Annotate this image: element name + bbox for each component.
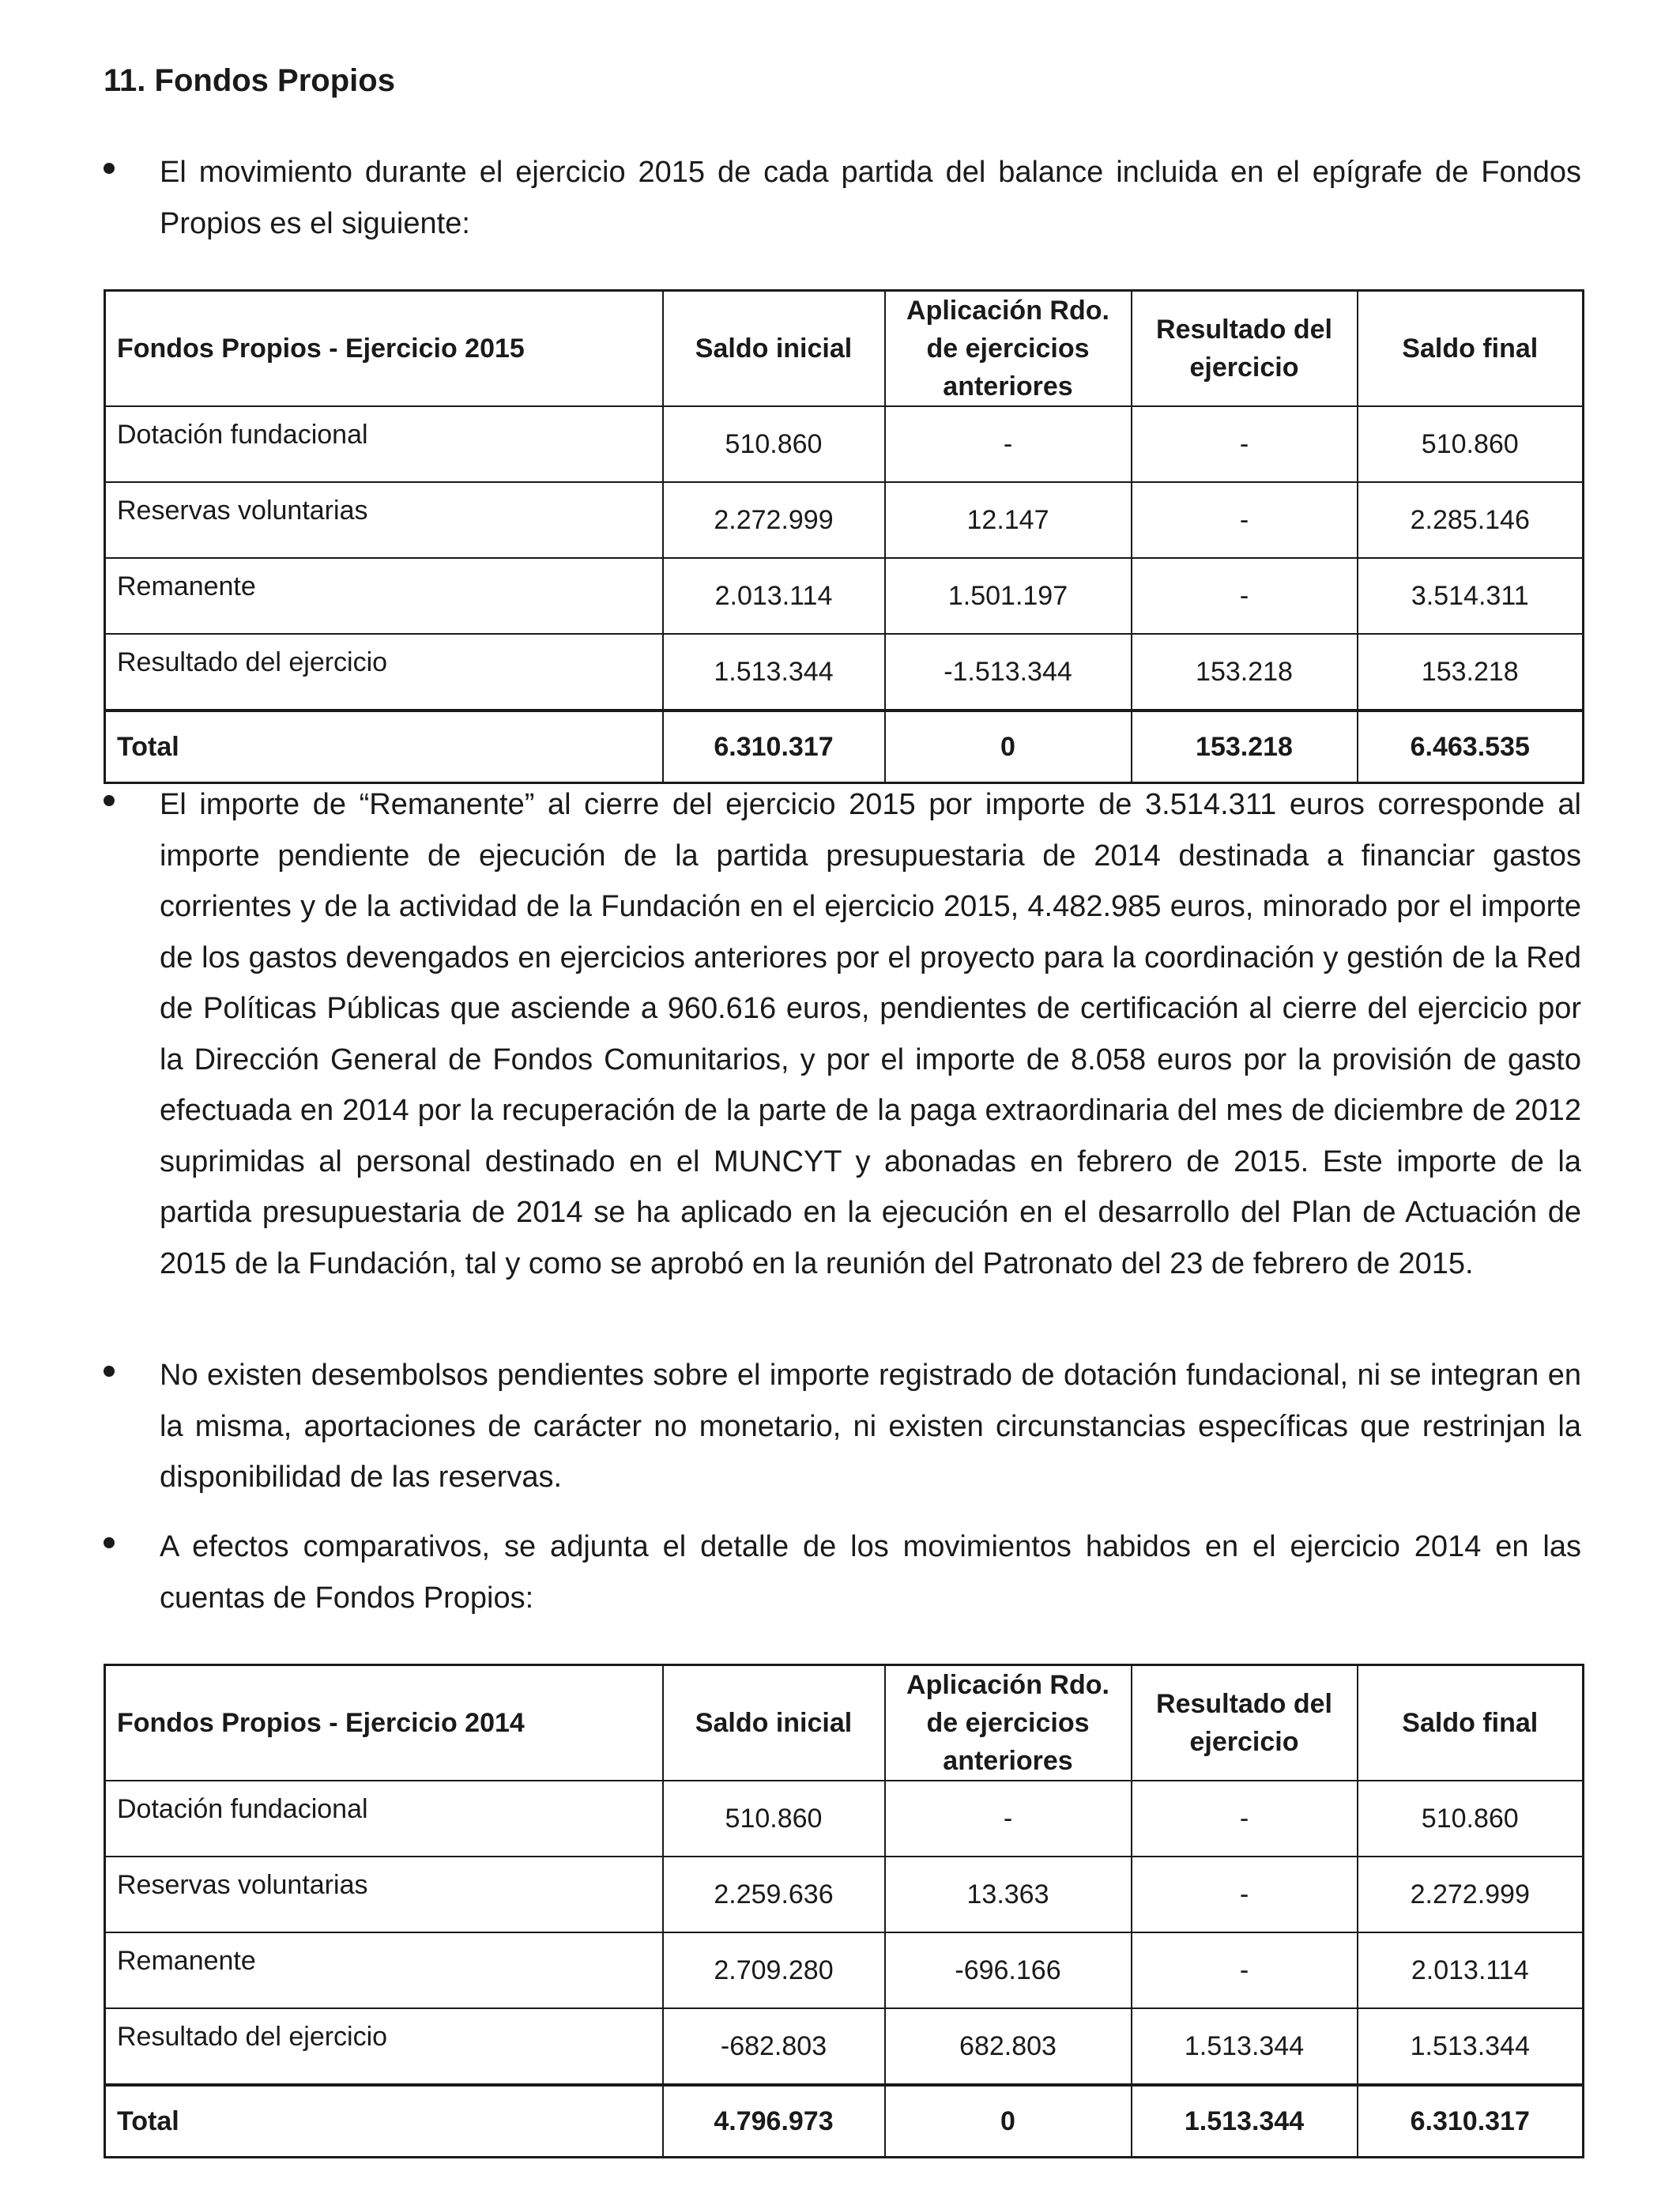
- row-label: Resultado del ejercicio: [105, 634, 663, 711]
- table-cell: 153.218: [1132, 634, 1358, 711]
- table-cell: 1.513.344: [1132, 2008, 1358, 2085]
- column-header: Resultado del ejercicio: [1132, 291, 1358, 407]
- total-cell: 6.463.535: [1358, 711, 1584, 783]
- paragraph-4: [104, 1521, 1581, 1623]
- total-cell: 6.310.317: [1358, 2085, 1584, 2158]
- table-cell: 2.013.114: [663, 558, 885, 634]
- row-label: Dotación fundacional: [105, 406, 663, 482]
- table-cell: 682.803: [885, 2008, 1132, 2085]
- table-fondos-propios-2014: [104, 1664, 1584, 2158]
- table-cell: 510.860: [1358, 406, 1584, 482]
- row-label: Remanente: [105, 1932, 663, 2008]
- table-cell: 2.709.280: [663, 1932, 885, 2008]
- table-fondos-propios-2015: [104, 289, 1584, 784]
- table-row: [105, 1781, 1584, 1857]
- section-heading: 11. Fondos Propios: [104, 63, 395, 98]
- total-cell: 4.796.973: [663, 2085, 885, 2158]
- table-total-row: [105, 2085, 1584, 2158]
- table-cell: -: [1132, 558, 1358, 634]
- row-label: Dotación fundacional: [105, 1781, 663, 1857]
- table-cell: 2.272.999: [663, 482, 885, 558]
- table-row: [105, 1932, 1584, 2008]
- column-header: Fondos Propios - Ejercicio 2015: [105, 291, 663, 407]
- row-label: Reservas voluntarias: [105, 1857, 663, 1932]
- paragraph-3: [104, 1350, 1581, 1503]
- table-row: [105, 558, 1584, 634]
- paragraph-text: El importe de “Remanente” al cierre del ejercicio 2015 por importe de 3.514.311 euros corresponde al importe pendiente de ejecución de la partida presupuestaria de 2014 destinada a financiar gastos corrientes y de la actividad de la Fundación en el ejercicio 2015, 4.482.985 euros, minorado por el importe de los gastos devengados en ejercicios anteriores por el proyecto para la coordinación y gestión de la Red de Políticas Públicas que asciende a 960.616 euros, pendientes de certificación al cierre del ejercicio por la Dirección General de Fondos Comunitarios, y por el importe de 8.058 euros por la provisión de gasto efectuada en 2014 por la recuperación de la parte de la paga extraordinaria del mes de diciembre de 2012 suprimidas al personal destinado en el MUNCYT y abonadas en febrero de 2015. Este importe de la partida presupuestaria de 2014 se ha aplicado en la ejecución en el desarrollo del Plan de Actuación de 2015 de la Fundación, tal y como se aprobó en la reunión del Patronato del 23 de febrero de 2015.: [160, 788, 1581, 1280]
- column-header: Resultado del ejercicio: [1132, 1665, 1358, 1781]
- total-label: Total: [105, 711, 663, 783]
- table-cell: 510.860: [663, 1781, 885, 1857]
- table-cell: 1.513.344: [1358, 2008, 1584, 2085]
- table-cell: -: [1132, 1932, 1358, 2008]
- bullet-icon: [104, 795, 115, 806]
- column-header: Saldo inicial: [663, 1665, 885, 1781]
- table-row: [105, 1857, 1584, 1932]
- column-header: Saldo final: [1358, 291, 1584, 407]
- table-cell: 1.501.197: [885, 558, 1132, 634]
- table-cell: -: [885, 406, 1132, 482]
- bullet-icon: [104, 1366, 115, 1377]
- table-cell: -: [1132, 1857, 1358, 1932]
- column-header: Fondos Propios - Ejercicio 2014: [105, 1665, 663, 1781]
- table-cell: -1.513.344: [885, 634, 1132, 711]
- table-cell: 153.218: [1358, 634, 1584, 711]
- column-header: Aplicación Rdo. de ejercicios anteriores: [885, 1665, 1132, 1781]
- paragraph-1: [104, 147, 1581, 249]
- paragraph-text: El movimiento durante el ejercicio 2015 de cada partida del balance incluida en el epígrafe de Fondos Propios es el siguiente:: [160, 156, 1581, 240]
- table-cell: 13.363: [885, 1857, 1132, 1932]
- total-cell: 6.310.317: [663, 711, 885, 783]
- table-total-row: [105, 711, 1584, 783]
- total-cell: 0: [885, 711, 1132, 783]
- table-cell: -: [885, 1781, 1132, 1857]
- table-header-row: [105, 1665, 1584, 1781]
- table-row: [105, 634, 1584, 711]
- table-cell: 510.860: [663, 406, 885, 482]
- table-header-row: [105, 291, 1584, 407]
- row-label: Remanente: [105, 558, 663, 634]
- table-row: [105, 2008, 1584, 2085]
- table-cell: -: [1132, 406, 1358, 482]
- column-header: Aplicación Rdo. de ejercicios anteriores: [885, 291, 1132, 407]
- bullet-icon: [104, 163, 115, 174]
- table-cell: -696.166: [885, 1932, 1132, 2008]
- paragraph-text: A efectos comparativos, se adjunta el detalle de los movimientos habidos en el ejercicio 2014 en las cuentas de Fondos Propios:: [160, 1530, 1581, 1615]
- table-cell: -682.803: [663, 2008, 885, 2085]
- column-header: Saldo final: [1358, 1665, 1584, 1781]
- table-cell: 3.514.311: [1358, 558, 1584, 634]
- table-cell: -: [1132, 482, 1358, 558]
- total-cell: 1.513.344: [1132, 2085, 1358, 2158]
- bullet-icon: [104, 1537, 115, 1548]
- table-cell: 510.860: [1358, 1781, 1584, 1857]
- table-cell: 2.013.114: [1358, 1932, 1584, 2008]
- total-cell: 153.218: [1132, 711, 1358, 783]
- table-row: [105, 482, 1584, 558]
- column-header: Saldo inicial: [663, 291, 885, 407]
- paragraph-2: [104, 779, 1581, 1289]
- table-cell: 2.259.636: [663, 1857, 885, 1932]
- total-label: Total: [105, 2085, 663, 2158]
- table-cell: -: [1132, 1781, 1358, 1857]
- table-row: [105, 406, 1584, 482]
- table-cell: 12.147: [885, 482, 1132, 558]
- table-cell: 2.272.999: [1358, 1857, 1584, 1932]
- table-cell: 2.285.146: [1358, 482, 1584, 558]
- row-label: Resultado del ejercicio: [105, 2008, 663, 2085]
- paragraph-text: No existen desembolsos pendientes sobre el importe registrado de dotación fundacional, ni se integran en la misma, aportaciones de carácter no monetario, ni existen circunstancias específicas que restrinjan la disponibilidad de las reservas.: [160, 1359, 1581, 1494]
- total-cell: 0: [885, 2085, 1132, 2158]
- row-label: Reservas voluntarias: [105, 482, 663, 558]
- table-cell: 1.513.344: [663, 634, 885, 711]
